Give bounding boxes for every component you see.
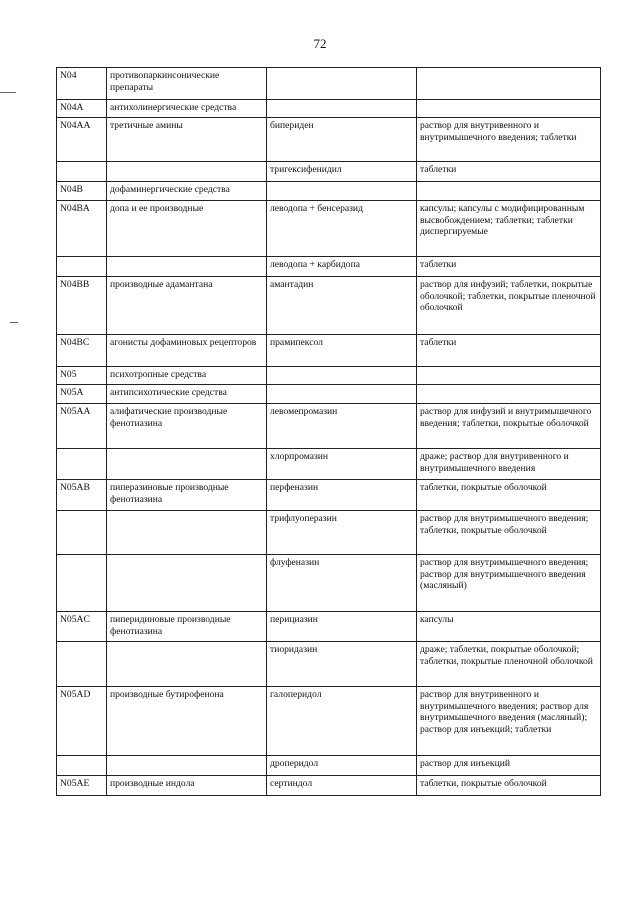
atc-code-cell [57, 756, 107, 776]
table-row [57, 404, 601, 449]
drug-name-cell: хлорпромазин [267, 449, 417, 480]
drug-name-cell [267, 367, 417, 385]
dosage-form-cell [417, 182, 601, 201]
atc-code-cell [57, 257, 107, 277]
dosage-form-cell: раствор для внутримышечного введения; таблетки, покрытые оболочкой [417, 511, 601, 555]
anatomic-group-cell: психотропные средства [107, 367, 267, 385]
dosage-form-cell: раствор для внутримышечного введения; раствор для внутримышечного введения (масляный) [417, 555, 601, 612]
anatomic-group-cell: допа и ее производные [107, 201, 267, 257]
dosage-form-cell [417, 367, 601, 385]
anatomic-group-cell: пиперидиновые производные фенотиазина [107, 612, 267, 642]
atc-code-cell: N04B [57, 182, 107, 201]
dosage-form-cell: капсулы; капсулы с модифицированным высвобождением; таблетки; таблетки диспергируемые [417, 201, 601, 257]
atc-code-cell [57, 555, 107, 612]
anatomic-group-cell: антипсихотические средства [107, 385, 267, 404]
table-row [57, 612, 601, 642]
table-row [57, 162, 601, 182]
drug-name-cell: флуфеназин [267, 555, 417, 612]
dosage-form-cell [417, 68, 601, 100]
dosage-form-cell: таблетки, покрытые оболочкой [417, 480, 601, 511]
table-row [57, 385, 601, 404]
table-row [57, 182, 601, 201]
page-number: 72 [313, 36, 327, 51]
atc-code-cell [57, 449, 107, 480]
atc-code-cell: N05AA [57, 404, 107, 449]
drug-name-cell: левомепромазин [267, 404, 417, 449]
atc-code-cell: N05AB [57, 480, 107, 511]
table-row [57, 511, 601, 555]
anatomic-group-cell: дофаминергические средства [107, 182, 267, 201]
drug-name-cell [267, 182, 417, 201]
table-row [57, 555, 601, 612]
drug-name-cell: перициазин [267, 612, 417, 642]
drug-name-cell: дроперидол [267, 756, 417, 776]
table-row [57, 776, 601, 796]
dosage-form-cell: таблетки, покрытые оболочкой [417, 776, 601, 796]
table-row [57, 687, 601, 756]
dosage-form-cell [417, 100, 601, 118]
dosage-form-cell: драже; таблетки, покрытые оболочкой; таблетки, покрытые пленочной оболочкой [417, 642, 601, 687]
dosage-form-cell: раствор для инфузий; таблетки, покрытые оболочкой; таблетки, покрытые пленочной оболочкой [417, 277, 601, 335]
anatomic-group-cell: производные индола [107, 776, 267, 796]
atc-code-cell: N04 [57, 68, 107, 100]
anatomic-group-cell: третичные амины [107, 118, 267, 162]
table-row [57, 201, 601, 257]
drug-name-cell: тригексифенидил [267, 162, 417, 182]
drug-name-cell: амантадин [267, 277, 417, 335]
drug-name-cell: леводопа + бенсеразид [267, 201, 417, 257]
table-row [57, 449, 601, 480]
atc-code-cell: N04BA [57, 201, 107, 257]
anatomic-group-cell: антихолинергические средства [107, 100, 267, 118]
dosage-form-cell [417, 385, 601, 404]
anatomic-group-cell [107, 162, 267, 182]
table-row [57, 277, 601, 335]
table-row [57, 100, 601, 118]
table-row [57, 367, 601, 385]
anatomic-group-cell: алифатические производные фенотиазина [107, 404, 267, 449]
atc-code-cell: N05AE [57, 776, 107, 796]
drug-name-cell: бипериден [267, 118, 417, 162]
table-row [57, 118, 601, 162]
drug-name-cell: тиоридазин [267, 642, 417, 687]
atc-code-cell: N05AD [57, 687, 107, 756]
dosage-form-cell: таблетки [417, 257, 601, 277]
drug-name-cell: леводопа + карбидопа [267, 257, 417, 277]
atc-code-cell: N04AA [57, 118, 107, 162]
drug-name-cell [267, 68, 417, 100]
anatomic-group-cell [107, 642, 267, 687]
dosage-form-cell: драже; раствор для внутривенного и внутримышечного введения [417, 449, 601, 480]
table-row [57, 480, 601, 511]
anatomic-group-cell: агонисты дофаминовых рецепторов [107, 335, 267, 367]
drug-name-cell: трифлуоперазин [267, 511, 417, 555]
dosage-form-cell: таблетки [417, 335, 601, 367]
atc-code-cell: N05 [57, 367, 107, 385]
anatomic-group-cell [107, 555, 267, 612]
scan-mark [10, 322, 18, 323]
atc-code-cell: N05AC [57, 612, 107, 642]
table-row [57, 756, 601, 776]
dosage-form-cell: таблетки [417, 162, 601, 182]
atc-code-cell: N04A [57, 100, 107, 118]
dosage-form-cell: раствор для внутривенного и внутримышечного введения; раствор для внутримышечного введения (масляный); раствор для инъекций; таблетки [417, 687, 601, 756]
anatomic-group-cell: производные адамантана [107, 277, 267, 335]
drug-classification-table [56, 67, 601, 796]
scan-mark [0, 92, 16, 93]
table-row [57, 642, 601, 687]
anatomic-group-cell [107, 257, 267, 277]
table-row [57, 68, 601, 100]
anatomic-group-cell [107, 511, 267, 555]
atc-code-cell [57, 642, 107, 687]
atc-code-cell: N04BB [57, 277, 107, 335]
drug-name-cell: галоперидол [267, 687, 417, 756]
dosage-form-cell: капсулы [417, 612, 601, 642]
table-row [57, 257, 601, 277]
table-row [57, 335, 601, 367]
atc-code-cell: N05A [57, 385, 107, 404]
drug-name-cell: перфеназин [267, 480, 417, 511]
atc-code-cell [57, 162, 107, 182]
dosage-form-cell: раствор для внутривенного и внутримышечного введения; таблетки [417, 118, 601, 162]
atc-code-cell: N04BC [57, 335, 107, 367]
atc-code-cell [57, 511, 107, 555]
dosage-form-cell: раствор для инъекций [417, 756, 601, 776]
anatomic-group-cell [107, 756, 267, 776]
dosage-form-cell: раствор для инфузий и внутримышечного введения; таблетки, покрытые оболочкой [417, 404, 601, 449]
drug-name-cell: сертиндол [267, 776, 417, 796]
drug-name-cell [267, 385, 417, 404]
anatomic-group-cell: пиперазиновые производные фенотиазина [107, 480, 267, 511]
anatomic-group-cell: производные бутирофенона [107, 687, 267, 756]
anatomic-group-cell: противопаркинсонические препараты [107, 68, 267, 100]
drug-name-cell: прамипексол [267, 335, 417, 367]
anatomic-group-cell [107, 449, 267, 480]
drug-name-cell [267, 100, 417, 118]
